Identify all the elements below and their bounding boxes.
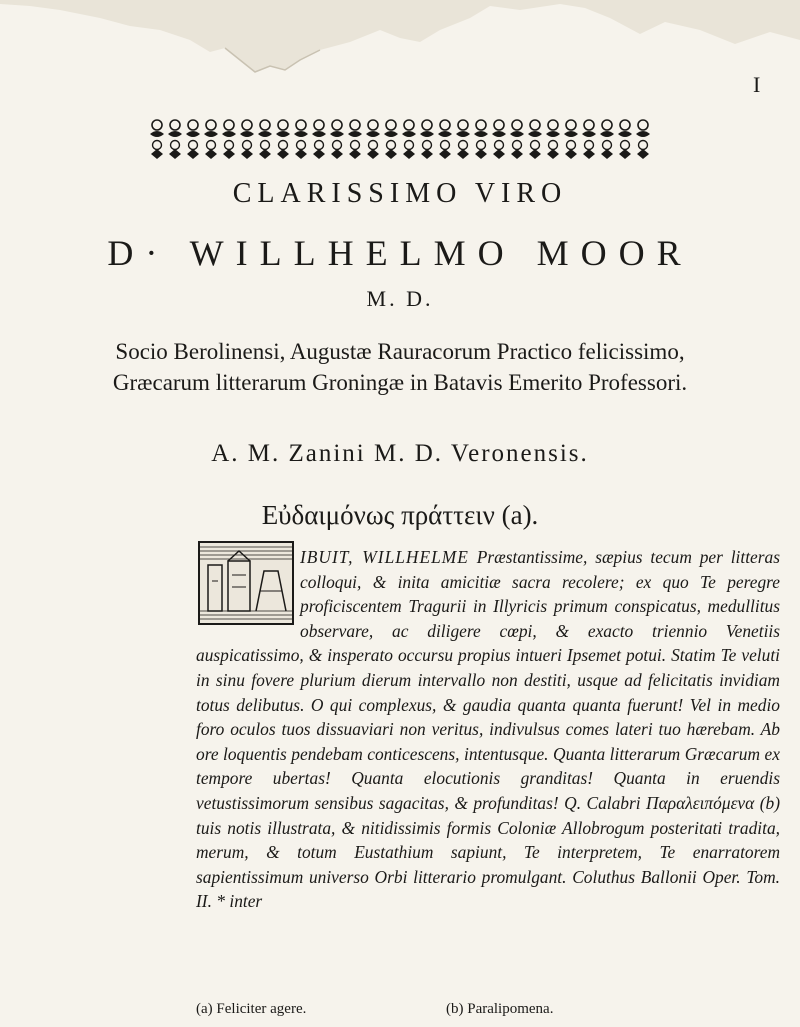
footnote-a: (a) Feliciter agere. bbox=[196, 1001, 307, 1017]
dedication-text: Socio Berolinensi, Augustæ Rauracorum Practico felicissimo, Græcarum litterarum Groningæ in Batavis Emerito Professori. bbox=[112, 339, 688, 395]
heading-recipient-name: D· WILLHELMO MOOR bbox=[107, 233, 693, 273]
letter-opening: IBUIT, WILLHELME bbox=[300, 547, 469, 567]
initial-spacer bbox=[196, 545, 300, 629]
heading-recipient-title: M. D. bbox=[366, 286, 434, 311]
signature-mark: * bbox=[216, 891, 225, 912]
torn-paper-edge bbox=[0, 0, 800, 95]
footnote-b: (b) Paralipomena. bbox=[446, 1001, 554, 1017]
page-number: I bbox=[753, 72, 761, 97]
decorative-ornament-band bbox=[148, 118, 652, 160]
letter-body bbox=[196, 545, 780, 914]
greek-greeting: Εὐδαιμόνως πράττειν (a). bbox=[261, 500, 539, 530]
author-line: A. M. Zanini M. D. Veronensis. bbox=[211, 440, 589, 467]
letter-text: Præstantissime, sæpius tecum per litteras colloqui, & inita amicitiæ sacra recolere; ex quo Te peregre proficiscentem Tragurii in Illyricis primum conspicatus, medullitus observare, ac diligere cœpi, & exacto triennio Venetiis auspicatissimo, & insperato occursu propius intueri Ipsemet potui. Statim Te veluti in sinu fovere plurium dierum intervallo non destiti, usque ad felicitatis invidiam totus delibutus. O qui complexus, & gaudia quanta quanta fuerunt! Vel in medio foro oculos tuos dissuaviari non veritus, indivulsus comes lateri tuo hærebam. Ab ore loquentis pendebam conticescens, intentusque. Quanta litterarum Græcarum ex tempore ubertas! Quanta elocutionis granditas! Quanta in eruendis vetustissimorum sensibus sagacitas, & profunditas! Q. Calabri Παραλειπόμενα (b) tuis notis illustrata, & nitidissimis formis Coloniæ Allobrogum posteritati tradita, merum, & totum Eustathium sapiunt, Te interpretem, Te enarratorem sapientissimum universo Orbi litterario promulgant. Coluthus Ballonii Oper. Tom. II. bbox=[196, 547, 780, 912]
heading-dedication-line-1: CLARISSIMO VIRO bbox=[232, 178, 568, 209]
catchword: inter bbox=[229, 891, 263, 912]
